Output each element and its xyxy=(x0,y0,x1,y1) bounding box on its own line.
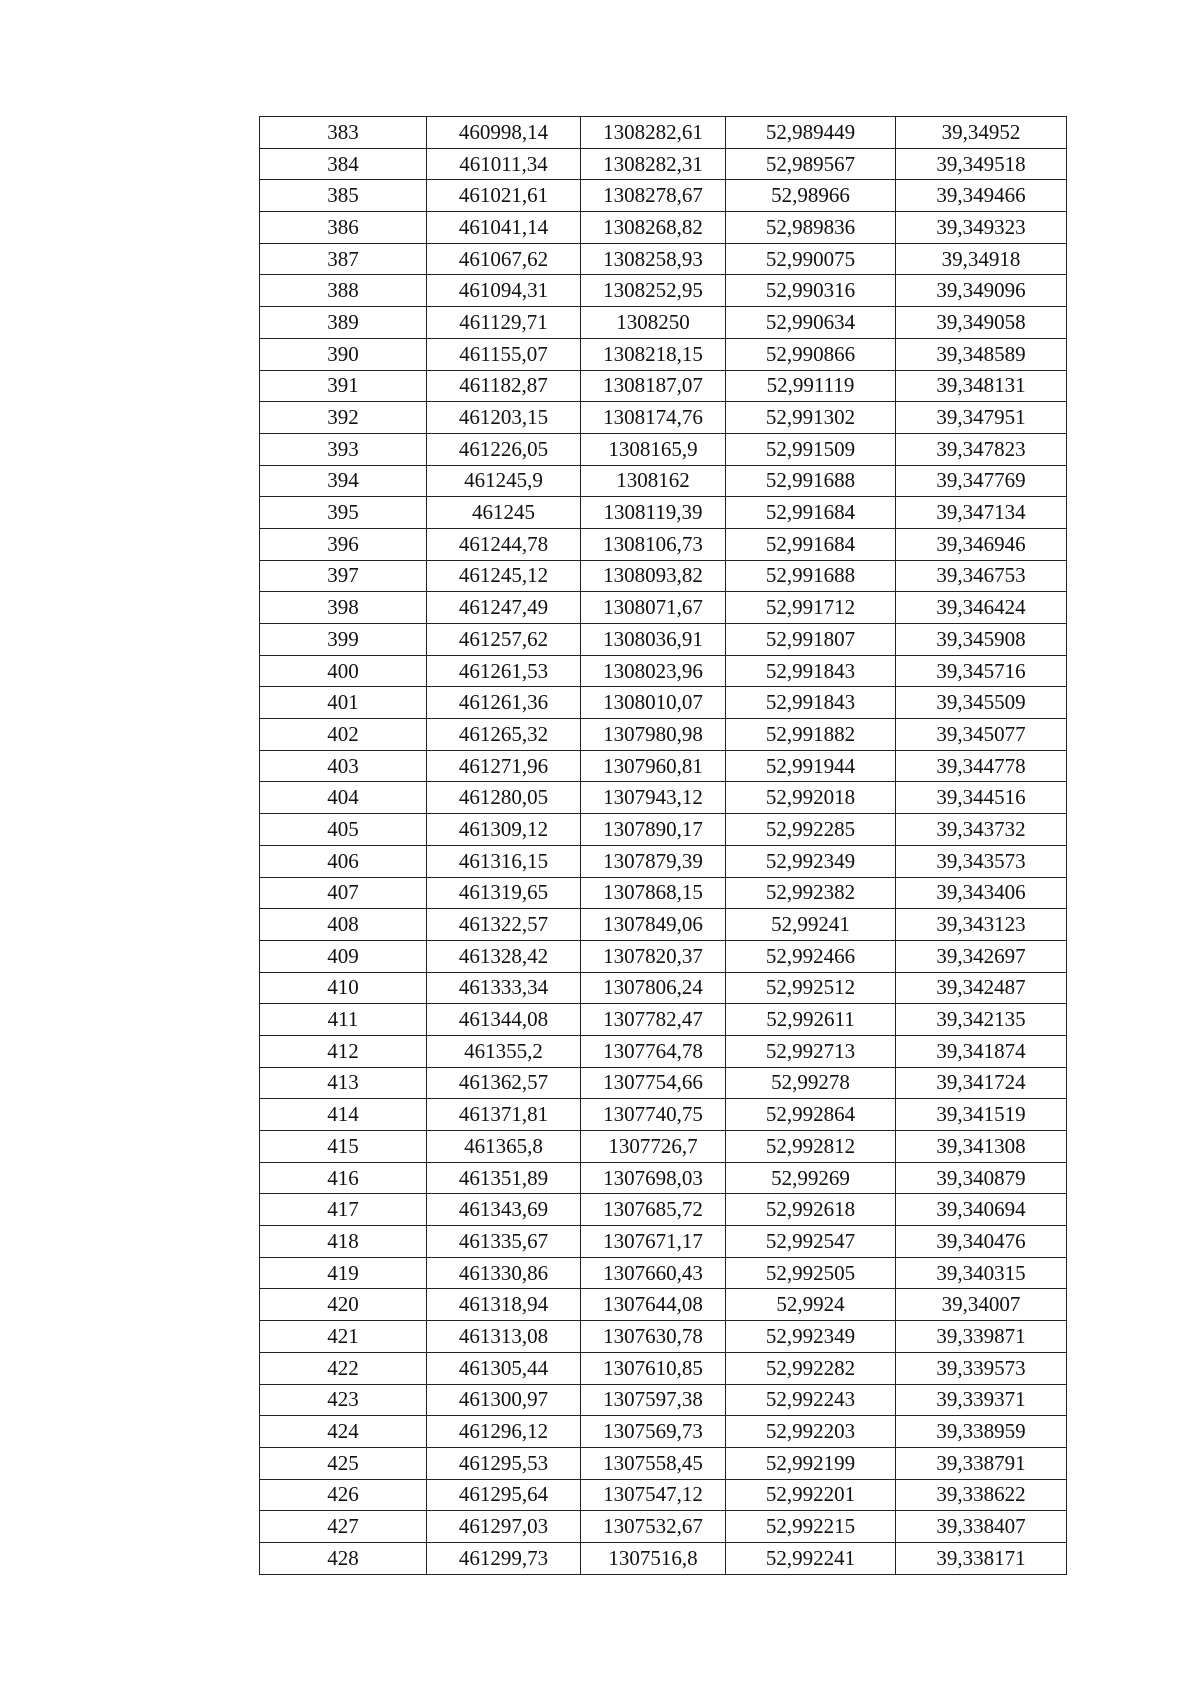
point-number-cell: 409 xyxy=(260,940,427,972)
y-coordinate-cell: 1307764,78 xyxy=(581,1035,726,1067)
x-coordinate-cell: 461265,32 xyxy=(427,719,581,751)
table-row xyxy=(260,148,1067,180)
longitude-cell: 39,340879 xyxy=(896,1162,1067,1194)
y-coordinate-cell: 1307630,78 xyxy=(581,1321,726,1353)
table-row xyxy=(260,560,1067,592)
longitude-cell: 39,344516 xyxy=(896,782,1067,814)
x-coordinate-cell: 461344,08 xyxy=(427,1004,581,1036)
table-row xyxy=(260,1035,1067,1067)
table-row xyxy=(260,1289,1067,1321)
table-row xyxy=(260,782,1067,814)
longitude-cell: 39,349058 xyxy=(896,307,1067,339)
table-row xyxy=(260,814,1067,846)
table-row xyxy=(260,1447,1067,1479)
x-coordinate-cell: 461313,08 xyxy=(427,1321,581,1353)
table-row xyxy=(260,624,1067,656)
longitude-cell: 39,342135 xyxy=(896,1004,1067,1036)
table-row xyxy=(260,1321,1067,1353)
longitude-cell: 39,343123 xyxy=(896,909,1067,941)
point-number-cell: 390 xyxy=(260,338,427,370)
y-coordinate-cell: 1307685,72 xyxy=(581,1194,726,1226)
longitude-cell: 39,34918 xyxy=(896,243,1067,275)
latitude-cell: 52,992812 xyxy=(726,1131,896,1163)
point-number-cell: 428 xyxy=(260,1542,427,1574)
y-coordinate-cell: 1308165,9 xyxy=(581,433,726,465)
table-row xyxy=(260,528,1067,560)
x-coordinate-cell: 461261,36 xyxy=(427,687,581,719)
table-row xyxy=(260,275,1067,307)
latitude-cell: 52,992215 xyxy=(726,1511,896,1543)
longitude-cell: 39,341724 xyxy=(896,1067,1067,1099)
y-coordinate-cell: 1307516,8 xyxy=(581,1542,726,1574)
table-row xyxy=(260,1004,1067,1036)
latitude-cell: 52,992512 xyxy=(726,972,896,1004)
point-number-cell: 411 xyxy=(260,1004,427,1036)
point-number-cell: 415 xyxy=(260,1131,427,1163)
point-number-cell: 395 xyxy=(260,497,427,529)
table-row xyxy=(260,180,1067,212)
latitude-cell: 52,990316 xyxy=(726,275,896,307)
latitude-cell: 52,991843 xyxy=(726,687,896,719)
y-coordinate-cell: 1307879,39 xyxy=(581,845,726,877)
x-coordinate-cell: 461067,62 xyxy=(427,243,581,275)
latitude-cell: 52,990866 xyxy=(726,338,896,370)
latitude-cell: 52,9924 xyxy=(726,1289,896,1321)
point-number-cell: 392 xyxy=(260,402,427,434)
table-row xyxy=(260,338,1067,370)
point-number-cell: 412 xyxy=(260,1035,427,1067)
point-number-cell: 400 xyxy=(260,655,427,687)
y-coordinate-cell: 1307726,7 xyxy=(581,1131,726,1163)
latitude-cell: 52,991684 xyxy=(726,497,896,529)
x-coordinate-cell: 461365,8 xyxy=(427,1131,581,1163)
x-coordinate-cell: 461155,07 xyxy=(427,338,581,370)
x-coordinate-cell: 461041,14 xyxy=(427,212,581,244)
y-coordinate-cell: 1307547,12 xyxy=(581,1479,726,1511)
y-coordinate-cell: 1308187,07 xyxy=(581,370,726,402)
point-number-cell: 426 xyxy=(260,1479,427,1511)
table-row xyxy=(260,845,1067,877)
table-row xyxy=(260,497,1067,529)
y-coordinate-cell: 1308093,82 xyxy=(581,560,726,592)
y-coordinate-cell: 1308071,67 xyxy=(581,592,726,624)
latitude-cell: 52,991712 xyxy=(726,592,896,624)
longitude-cell: 39,349096 xyxy=(896,275,1067,307)
longitude-cell: 39,338959 xyxy=(896,1416,1067,1448)
point-number-cell: 405 xyxy=(260,814,427,846)
x-coordinate-cell: 461295,64 xyxy=(427,1479,581,1511)
table-row xyxy=(260,592,1067,624)
latitude-cell: 52,992382 xyxy=(726,877,896,909)
x-coordinate-cell: 461322,57 xyxy=(427,909,581,941)
point-number-cell: 406 xyxy=(260,845,427,877)
longitude-cell: 39,343406 xyxy=(896,877,1067,909)
longitude-cell: 39,341308 xyxy=(896,1131,1067,1163)
latitude-cell: 52,992285 xyxy=(726,814,896,846)
point-number-cell: 404 xyxy=(260,782,427,814)
y-coordinate-cell: 1307532,67 xyxy=(581,1511,726,1543)
y-coordinate-cell: 1307698,03 xyxy=(581,1162,726,1194)
y-coordinate-cell: 1308174,76 xyxy=(581,402,726,434)
latitude-cell: 52,992713 xyxy=(726,1035,896,1067)
y-coordinate-cell: 1307943,12 xyxy=(581,782,726,814)
latitude-cell: 52,99278 xyxy=(726,1067,896,1099)
x-coordinate-cell: 461343,69 xyxy=(427,1194,581,1226)
point-number-cell: 402 xyxy=(260,719,427,751)
x-coordinate-cell: 461319,65 xyxy=(427,877,581,909)
y-coordinate-cell: 1308010,07 xyxy=(581,687,726,719)
x-coordinate-cell: 461300,97 xyxy=(427,1384,581,1416)
longitude-cell: 39,349323 xyxy=(896,212,1067,244)
longitude-cell: 39,345908 xyxy=(896,624,1067,656)
table-row xyxy=(260,1416,1067,1448)
table-row xyxy=(260,1257,1067,1289)
y-coordinate-cell: 1307806,24 xyxy=(581,972,726,1004)
x-coordinate-cell: 461129,71 xyxy=(427,307,581,339)
longitude-cell: 39,345077 xyxy=(896,719,1067,751)
table-row xyxy=(260,1226,1067,1258)
latitude-cell: 52,989449 xyxy=(726,117,896,149)
x-coordinate-cell: 461257,62 xyxy=(427,624,581,656)
point-number-cell: 383 xyxy=(260,117,427,149)
latitude-cell: 52,992241 xyxy=(726,1542,896,1574)
y-coordinate-cell: 1308119,39 xyxy=(581,497,726,529)
x-coordinate-cell: 461362,57 xyxy=(427,1067,581,1099)
latitude-cell: 52,992547 xyxy=(726,1226,896,1258)
latitude-cell: 52,992349 xyxy=(726,1321,896,1353)
latitude-cell: 52,99241 xyxy=(726,909,896,941)
point-number-cell: 421 xyxy=(260,1321,427,1353)
longitude-cell: 39,338171 xyxy=(896,1542,1067,1574)
table-row xyxy=(260,1131,1067,1163)
y-coordinate-cell: 1307671,17 xyxy=(581,1226,726,1258)
point-number-cell: 408 xyxy=(260,909,427,941)
point-number-cell: 425 xyxy=(260,1447,427,1479)
latitude-cell: 52,992018 xyxy=(726,782,896,814)
longitude-cell: 39,349466 xyxy=(896,180,1067,212)
y-coordinate-cell: 1308252,95 xyxy=(581,275,726,307)
y-coordinate-cell: 1308036,91 xyxy=(581,624,726,656)
latitude-cell: 52,989567 xyxy=(726,148,896,180)
y-coordinate-cell: 1307868,15 xyxy=(581,877,726,909)
latitude-cell: 52,991688 xyxy=(726,560,896,592)
x-coordinate-cell: 461261,53 xyxy=(427,655,581,687)
table-row xyxy=(260,877,1067,909)
table-row xyxy=(260,1162,1067,1194)
x-coordinate-cell: 461330,86 xyxy=(427,1257,581,1289)
longitude-cell: 39,34952 xyxy=(896,117,1067,149)
longitude-cell: 39,343732 xyxy=(896,814,1067,846)
y-coordinate-cell: 1307980,98 xyxy=(581,719,726,751)
y-coordinate-cell: 1308268,82 xyxy=(581,212,726,244)
latitude-cell: 52,992349 xyxy=(726,845,896,877)
y-coordinate-cell: 1307644,08 xyxy=(581,1289,726,1321)
y-coordinate-cell: 1307890,17 xyxy=(581,814,726,846)
point-number-cell: 422 xyxy=(260,1352,427,1384)
x-coordinate-cell: 461333,34 xyxy=(427,972,581,1004)
y-coordinate-cell: 1308282,31 xyxy=(581,148,726,180)
point-number-cell: 418 xyxy=(260,1226,427,1258)
x-coordinate-cell: 461355,2 xyxy=(427,1035,581,1067)
latitude-cell: 52,992199 xyxy=(726,1447,896,1479)
latitude-cell: 52,991509 xyxy=(726,433,896,465)
longitude-cell: 39,345716 xyxy=(896,655,1067,687)
table-row xyxy=(260,719,1067,751)
x-coordinate-cell: 461094,31 xyxy=(427,275,581,307)
point-number-cell: 386 xyxy=(260,212,427,244)
table-row xyxy=(260,212,1067,244)
latitude-cell: 52,992282 xyxy=(726,1352,896,1384)
point-number-cell: 399 xyxy=(260,624,427,656)
longitude-cell: 39,338407 xyxy=(896,1511,1067,1543)
point-number-cell: 385 xyxy=(260,180,427,212)
table-row xyxy=(260,1479,1067,1511)
x-coordinate-cell: 461296,12 xyxy=(427,1416,581,1448)
point-number-cell: 401 xyxy=(260,687,427,719)
x-coordinate-cell: 461351,89 xyxy=(427,1162,581,1194)
latitude-cell: 52,991944 xyxy=(726,750,896,782)
longitude-cell: 39,339573 xyxy=(896,1352,1067,1384)
y-coordinate-cell: 1307960,81 xyxy=(581,750,726,782)
longitude-cell: 39,339871 xyxy=(896,1321,1067,1353)
y-coordinate-cell: 1307569,73 xyxy=(581,1416,726,1448)
y-coordinate-cell: 1308106,73 xyxy=(581,528,726,560)
y-coordinate-cell: 1308258,93 xyxy=(581,243,726,275)
table-row xyxy=(260,1511,1067,1543)
x-coordinate-cell: 461297,03 xyxy=(427,1511,581,1543)
point-number-cell: 416 xyxy=(260,1162,427,1194)
x-coordinate-cell: 461316,15 xyxy=(427,845,581,877)
latitude-cell: 52,98966 xyxy=(726,180,896,212)
x-coordinate-cell: 461245,12 xyxy=(427,560,581,592)
longitude-cell: 39,345509 xyxy=(896,687,1067,719)
x-coordinate-cell: 461271,96 xyxy=(427,750,581,782)
point-number-cell: 420 xyxy=(260,1289,427,1321)
point-number-cell: 391 xyxy=(260,370,427,402)
longitude-cell: 39,346753 xyxy=(896,560,1067,592)
y-coordinate-cell: 1308250 xyxy=(581,307,726,339)
longitude-cell: 39,338622 xyxy=(896,1479,1067,1511)
y-coordinate-cell: 1308162 xyxy=(581,465,726,497)
latitude-cell: 52,991882 xyxy=(726,719,896,751)
longitude-cell: 39,347951 xyxy=(896,402,1067,434)
longitude-cell: 39,346946 xyxy=(896,528,1067,560)
table-row xyxy=(260,1542,1067,1574)
coordinates-table-body xyxy=(260,117,1067,1575)
point-number-cell: 424 xyxy=(260,1416,427,1448)
point-number-cell: 413 xyxy=(260,1067,427,1099)
x-coordinate-cell: 461203,15 xyxy=(427,402,581,434)
point-number-cell: 397 xyxy=(260,560,427,592)
latitude-cell: 52,992618 xyxy=(726,1194,896,1226)
x-coordinate-cell: 461299,73 xyxy=(427,1542,581,1574)
latitude-cell: 52,989836 xyxy=(726,212,896,244)
point-number-cell: 417 xyxy=(260,1194,427,1226)
x-coordinate-cell: 461371,81 xyxy=(427,1099,581,1131)
table-row xyxy=(260,1384,1067,1416)
longitude-cell: 39,343573 xyxy=(896,845,1067,877)
x-coordinate-cell: 461335,67 xyxy=(427,1226,581,1258)
y-coordinate-cell: 1308218,15 xyxy=(581,338,726,370)
x-coordinate-cell: 461328,42 xyxy=(427,940,581,972)
table-row xyxy=(260,370,1067,402)
point-number-cell: 398 xyxy=(260,592,427,624)
longitude-cell: 39,342697 xyxy=(896,940,1067,972)
x-coordinate-cell: 461305,44 xyxy=(427,1352,581,1384)
x-coordinate-cell: 461244,78 xyxy=(427,528,581,560)
longitude-cell: 39,347823 xyxy=(896,433,1067,465)
x-coordinate-cell: 461182,87 xyxy=(427,370,581,402)
point-number-cell: 393 xyxy=(260,433,427,465)
longitude-cell: 39,348131 xyxy=(896,370,1067,402)
y-coordinate-cell: 1307782,47 xyxy=(581,1004,726,1036)
x-coordinate-cell: 461247,49 xyxy=(427,592,581,624)
y-coordinate-cell: 1308278,67 xyxy=(581,180,726,212)
longitude-cell: 39,340694 xyxy=(896,1194,1067,1226)
latitude-cell: 52,990075 xyxy=(726,243,896,275)
table-row xyxy=(260,687,1067,719)
longitude-cell: 39,342487 xyxy=(896,972,1067,1004)
x-coordinate-cell: 461280,05 xyxy=(427,782,581,814)
table-row xyxy=(260,972,1067,1004)
y-coordinate-cell: 1308023,96 xyxy=(581,655,726,687)
point-number-cell: 396 xyxy=(260,528,427,560)
longitude-cell: 39,339371 xyxy=(896,1384,1067,1416)
longitude-cell: 39,348589 xyxy=(896,338,1067,370)
latitude-cell: 52,992864 xyxy=(726,1099,896,1131)
longitude-cell: 39,338791 xyxy=(896,1447,1067,1479)
x-coordinate-cell: 461226,05 xyxy=(427,433,581,465)
point-number-cell: 384 xyxy=(260,148,427,180)
point-number-cell: 423 xyxy=(260,1384,427,1416)
latitude-cell: 52,992466 xyxy=(726,940,896,972)
point-number-cell: 403 xyxy=(260,750,427,782)
y-coordinate-cell: 1307820,37 xyxy=(581,940,726,972)
latitude-cell: 52,991807 xyxy=(726,624,896,656)
latitude-cell: 52,992201 xyxy=(726,1479,896,1511)
table-row xyxy=(260,433,1067,465)
point-number-cell: 389 xyxy=(260,307,427,339)
latitude-cell: 52,990634 xyxy=(726,307,896,339)
latitude-cell: 52,992243 xyxy=(726,1384,896,1416)
latitude-cell: 52,991119 xyxy=(726,370,896,402)
table-row xyxy=(260,465,1067,497)
table-row xyxy=(260,909,1067,941)
table-row xyxy=(260,243,1067,275)
point-number-cell: 410 xyxy=(260,972,427,1004)
y-coordinate-cell: 1307849,06 xyxy=(581,909,726,941)
latitude-cell: 52,991688 xyxy=(726,465,896,497)
x-coordinate-cell: 461318,94 xyxy=(427,1289,581,1321)
latitude-cell: 52,991843 xyxy=(726,655,896,687)
y-coordinate-cell: 1307660,43 xyxy=(581,1257,726,1289)
table-row xyxy=(260,307,1067,339)
y-coordinate-cell: 1307754,66 xyxy=(581,1067,726,1099)
point-number-cell: 387 xyxy=(260,243,427,275)
point-number-cell: 407 xyxy=(260,877,427,909)
y-coordinate-cell: 1307610,85 xyxy=(581,1352,726,1384)
latitude-cell: 52,991684 xyxy=(726,528,896,560)
longitude-cell: 39,340315 xyxy=(896,1257,1067,1289)
latitude-cell: 52,992505 xyxy=(726,1257,896,1289)
table-row xyxy=(260,750,1067,782)
x-coordinate-cell: 461011,34 xyxy=(427,148,581,180)
latitude-cell: 52,991302 xyxy=(726,402,896,434)
table-row xyxy=(260,1099,1067,1131)
table-row xyxy=(260,655,1067,687)
longitude-cell: 39,341519 xyxy=(896,1099,1067,1131)
x-coordinate-cell: 461295,53 xyxy=(427,1447,581,1479)
coordinates-table xyxy=(259,116,1067,1575)
point-number-cell: 394 xyxy=(260,465,427,497)
table-row xyxy=(260,117,1067,149)
y-coordinate-cell: 1307740,75 xyxy=(581,1099,726,1131)
latitude-cell: 52,99269 xyxy=(726,1162,896,1194)
point-number-cell: 388 xyxy=(260,275,427,307)
longitude-cell: 39,344778 xyxy=(896,750,1067,782)
point-number-cell: 427 xyxy=(260,1511,427,1543)
longitude-cell: 39,340476 xyxy=(896,1226,1067,1258)
table-row xyxy=(260,940,1067,972)
x-coordinate-cell: 460998,14 xyxy=(427,117,581,149)
longitude-cell: 39,346424 xyxy=(896,592,1067,624)
point-number-cell: 419 xyxy=(260,1257,427,1289)
table-row xyxy=(260,1067,1067,1099)
x-coordinate-cell: 461245 xyxy=(427,497,581,529)
table-row xyxy=(260,1352,1067,1384)
y-coordinate-cell: 1307558,45 xyxy=(581,1447,726,1479)
y-coordinate-cell: 1307597,38 xyxy=(581,1384,726,1416)
x-coordinate-cell: 461021,61 xyxy=(427,180,581,212)
y-coordinate-cell: 1308282,61 xyxy=(581,117,726,149)
longitude-cell: 39,347134 xyxy=(896,497,1067,529)
longitude-cell: 39,34007 xyxy=(896,1289,1067,1321)
x-coordinate-cell: 461309,12 xyxy=(427,814,581,846)
latitude-cell: 52,992611 xyxy=(726,1004,896,1036)
point-number-cell: 414 xyxy=(260,1099,427,1131)
longitude-cell: 39,341874 xyxy=(896,1035,1067,1067)
x-coordinate-cell: 461245,9 xyxy=(427,465,581,497)
longitude-cell: 39,349518 xyxy=(896,148,1067,180)
longitude-cell: 39,347769 xyxy=(896,465,1067,497)
table-row xyxy=(260,402,1067,434)
table-row xyxy=(260,1194,1067,1226)
latitude-cell: 52,992203 xyxy=(726,1416,896,1448)
